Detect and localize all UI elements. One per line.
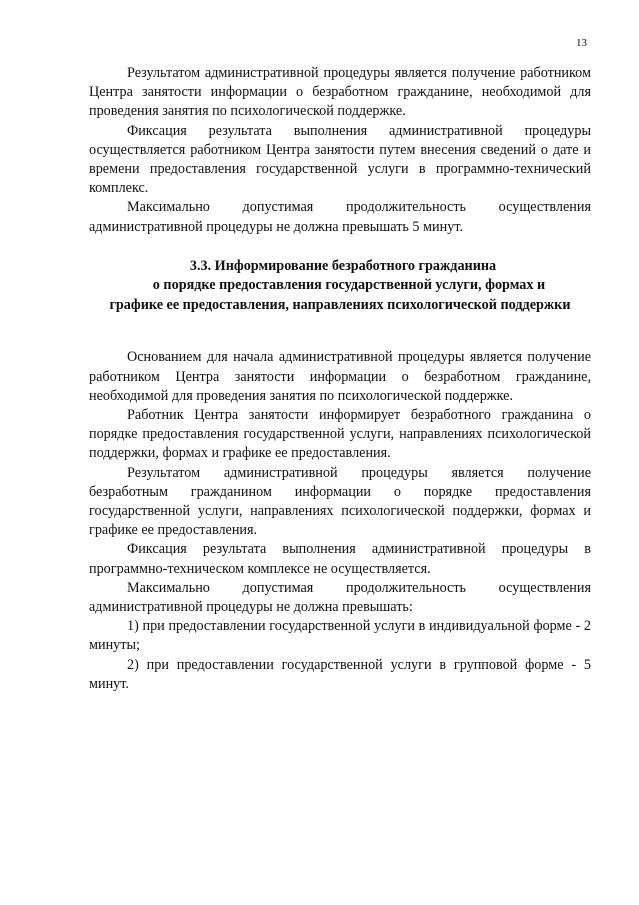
duration-list-item-1: 1) при предоставлении государственной услуги в индивидуальной форме - 2 минуты;	[89, 618, 591, 654]
section-heading-line-2: о порядке предоставления государственной услуги, формах и	[152, 277, 546, 294]
intro-paragraph-3: Максимально допустимая продолжительность осуществления административной процедуры не должна превышать 5 минут.	[89, 199, 591, 235]
section-paragraph-recording: Фиксация результата выполнения административной процедуры в программно-техническом комплексе не осуществляется.	[89, 541, 591, 577]
section-paragraph-basis: Основанием для начала административной процедуры является получение работником Центра занятости информации о безработном гражданине, необходимой для проведения занятия по психологической поддержке.	[89, 349, 591, 404]
page-number: 13	[576, 37, 587, 49]
document-body	[89, 64, 591, 694]
duration-list-item-2: 2) при предоставлении государственной услуги в групповой форме - 5 минут.	[89, 656, 591, 692]
section-heading-line-1: 3.3. Информирование безработного гражданина	[189, 257, 497, 274]
intro-paragraph-2: Фиксация результата выполнения административной процедуры осуществляется работником Центра занятости путем внесения сведений о дате и времени предоставления государственной услуги в программно-технический комплекс.	[89, 122, 591, 197]
section-heading-line-3: графике ее предоставления, направлениях психологической поддержки	[109, 296, 571, 313]
section-paragraph-duration: Максимально допустимая продолжительность осуществления административной процедуры не должна превышать:	[89, 579, 591, 615]
intro-paragraph-1: Результатом административной процедуры является получение работником Центра занятости информации о безработном гражданине, необходимой для проведения занятия по психологической поддержке.	[89, 65, 591, 120]
section-heading	[89, 257, 591, 316]
section-paragraph-result: Результатом административной процедуры является получение безработным гражданином информации о порядке предоставления государственной услуги, направлениях психологической поддержки, формах и графике ее предоставления.	[89, 464, 591, 539]
section-paragraph-informing: Работник Центра занятости информирует безработного гражданина о порядке предоставления государственной услуги, направлениях психологической поддержки, формах и графике ее предоставления.	[89, 406, 591, 462]
